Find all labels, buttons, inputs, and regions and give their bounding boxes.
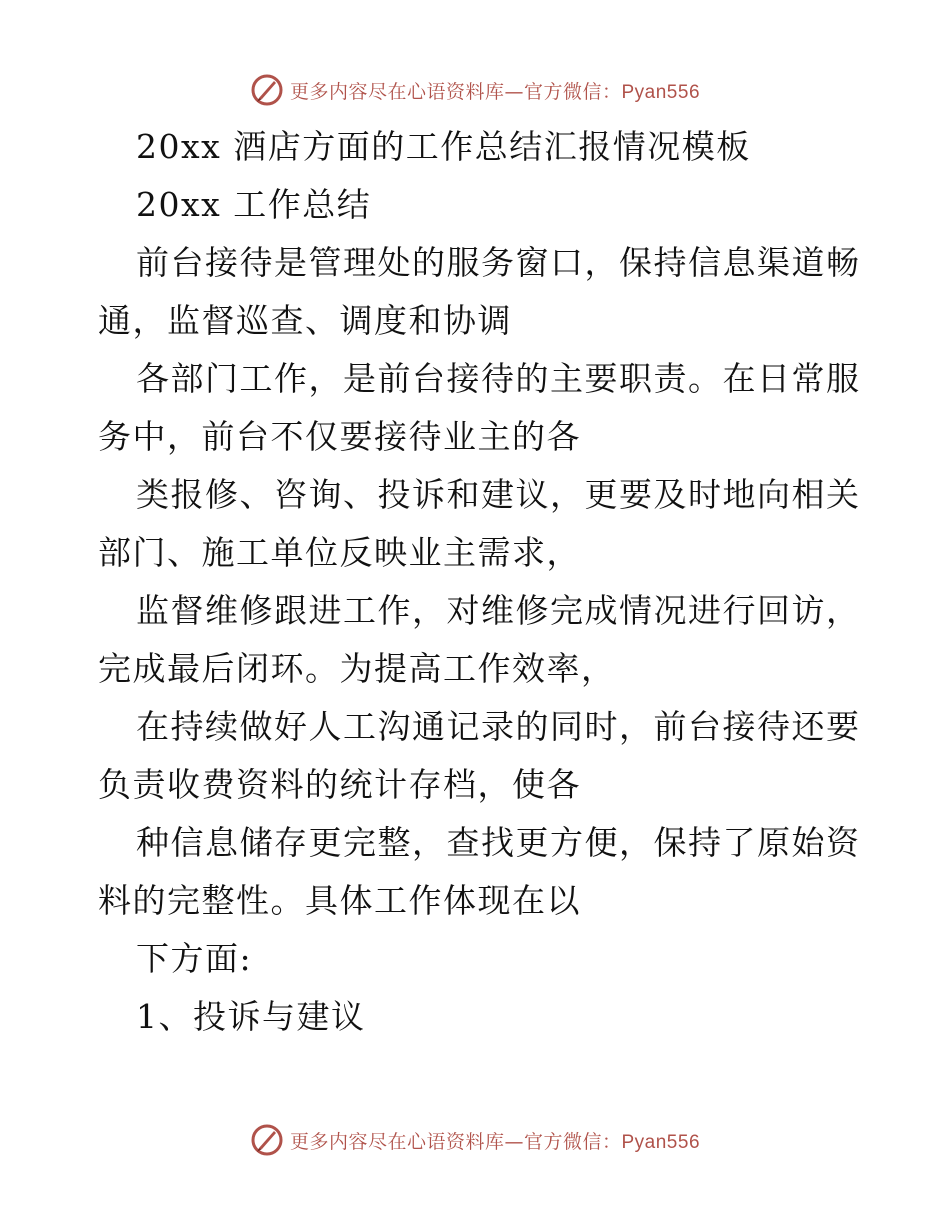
paragraph-line: 部门、施工单位反映业主需求， <box>98 533 581 572</box>
paragraph-line: 通，监督巡查、调度和协调 <box>98 301 512 340</box>
paragraph-line: 负责收费资料的统计存档，使各 <box>98 765 581 804</box>
watermark-header <box>0 72 950 108</box>
paragraph-line: 在持续做好人工沟通记录的同时，前台接待还要 <box>136 707 861 746</box>
watermark-id: Pyan556 <box>621 81 701 103</box>
watermark-id: Pyan556 <box>621 1131 701 1153</box>
watermark-footer <box>0 1122 950 1158</box>
paragraph-line: 料的完整性。具体工作体现在以 <box>98 881 581 920</box>
quill-pen-logo-icon <box>250 73 284 107</box>
paragraph-line: 前台接待是管理处的服务窗口，保持信息渠道畅 <box>136 243 861 282</box>
document-title: 20xx 酒店方面的工作总结汇报情况模板 <box>136 127 751 166</box>
watermark-text: 更多内容尽在心语资料库—官方微信：Pyan556 <box>289 80 701 103</box>
paragraph-line: 各部门工作，是前台接待的主要职责。在日常服 <box>136 359 861 398</box>
paragraph-line: 务中，前台不仅要接待业主的各 <box>98 417 581 456</box>
paragraph-line: 完成最后闭环。为提高工作效率， <box>98 649 616 688</box>
paragraph-line: 种信息储存更完整，查找更方便，保持了原始资 <box>136 823 861 862</box>
document-body <box>98 118 861 1046</box>
paragraph-line: 下方面: <box>136 939 253 978</box>
paragraph-line: 类报修、咨询、投诉和建议，更要及时地向相关 <box>136 475 861 514</box>
paragraph-line: 监督维修跟进工作，对维修完成情况进行回访， <box>136 591 861 630</box>
list-item-heading: 1、投诉与建议 <box>136 997 366 1036</box>
section-heading: 20xx 工作总结 <box>136 185 372 224</box>
quill-pen-logo-icon <box>250 1123 284 1157</box>
watermark-text: 更多内容尽在心语资料库—官方微信：Pyan556 <box>289 1130 701 1153</box>
